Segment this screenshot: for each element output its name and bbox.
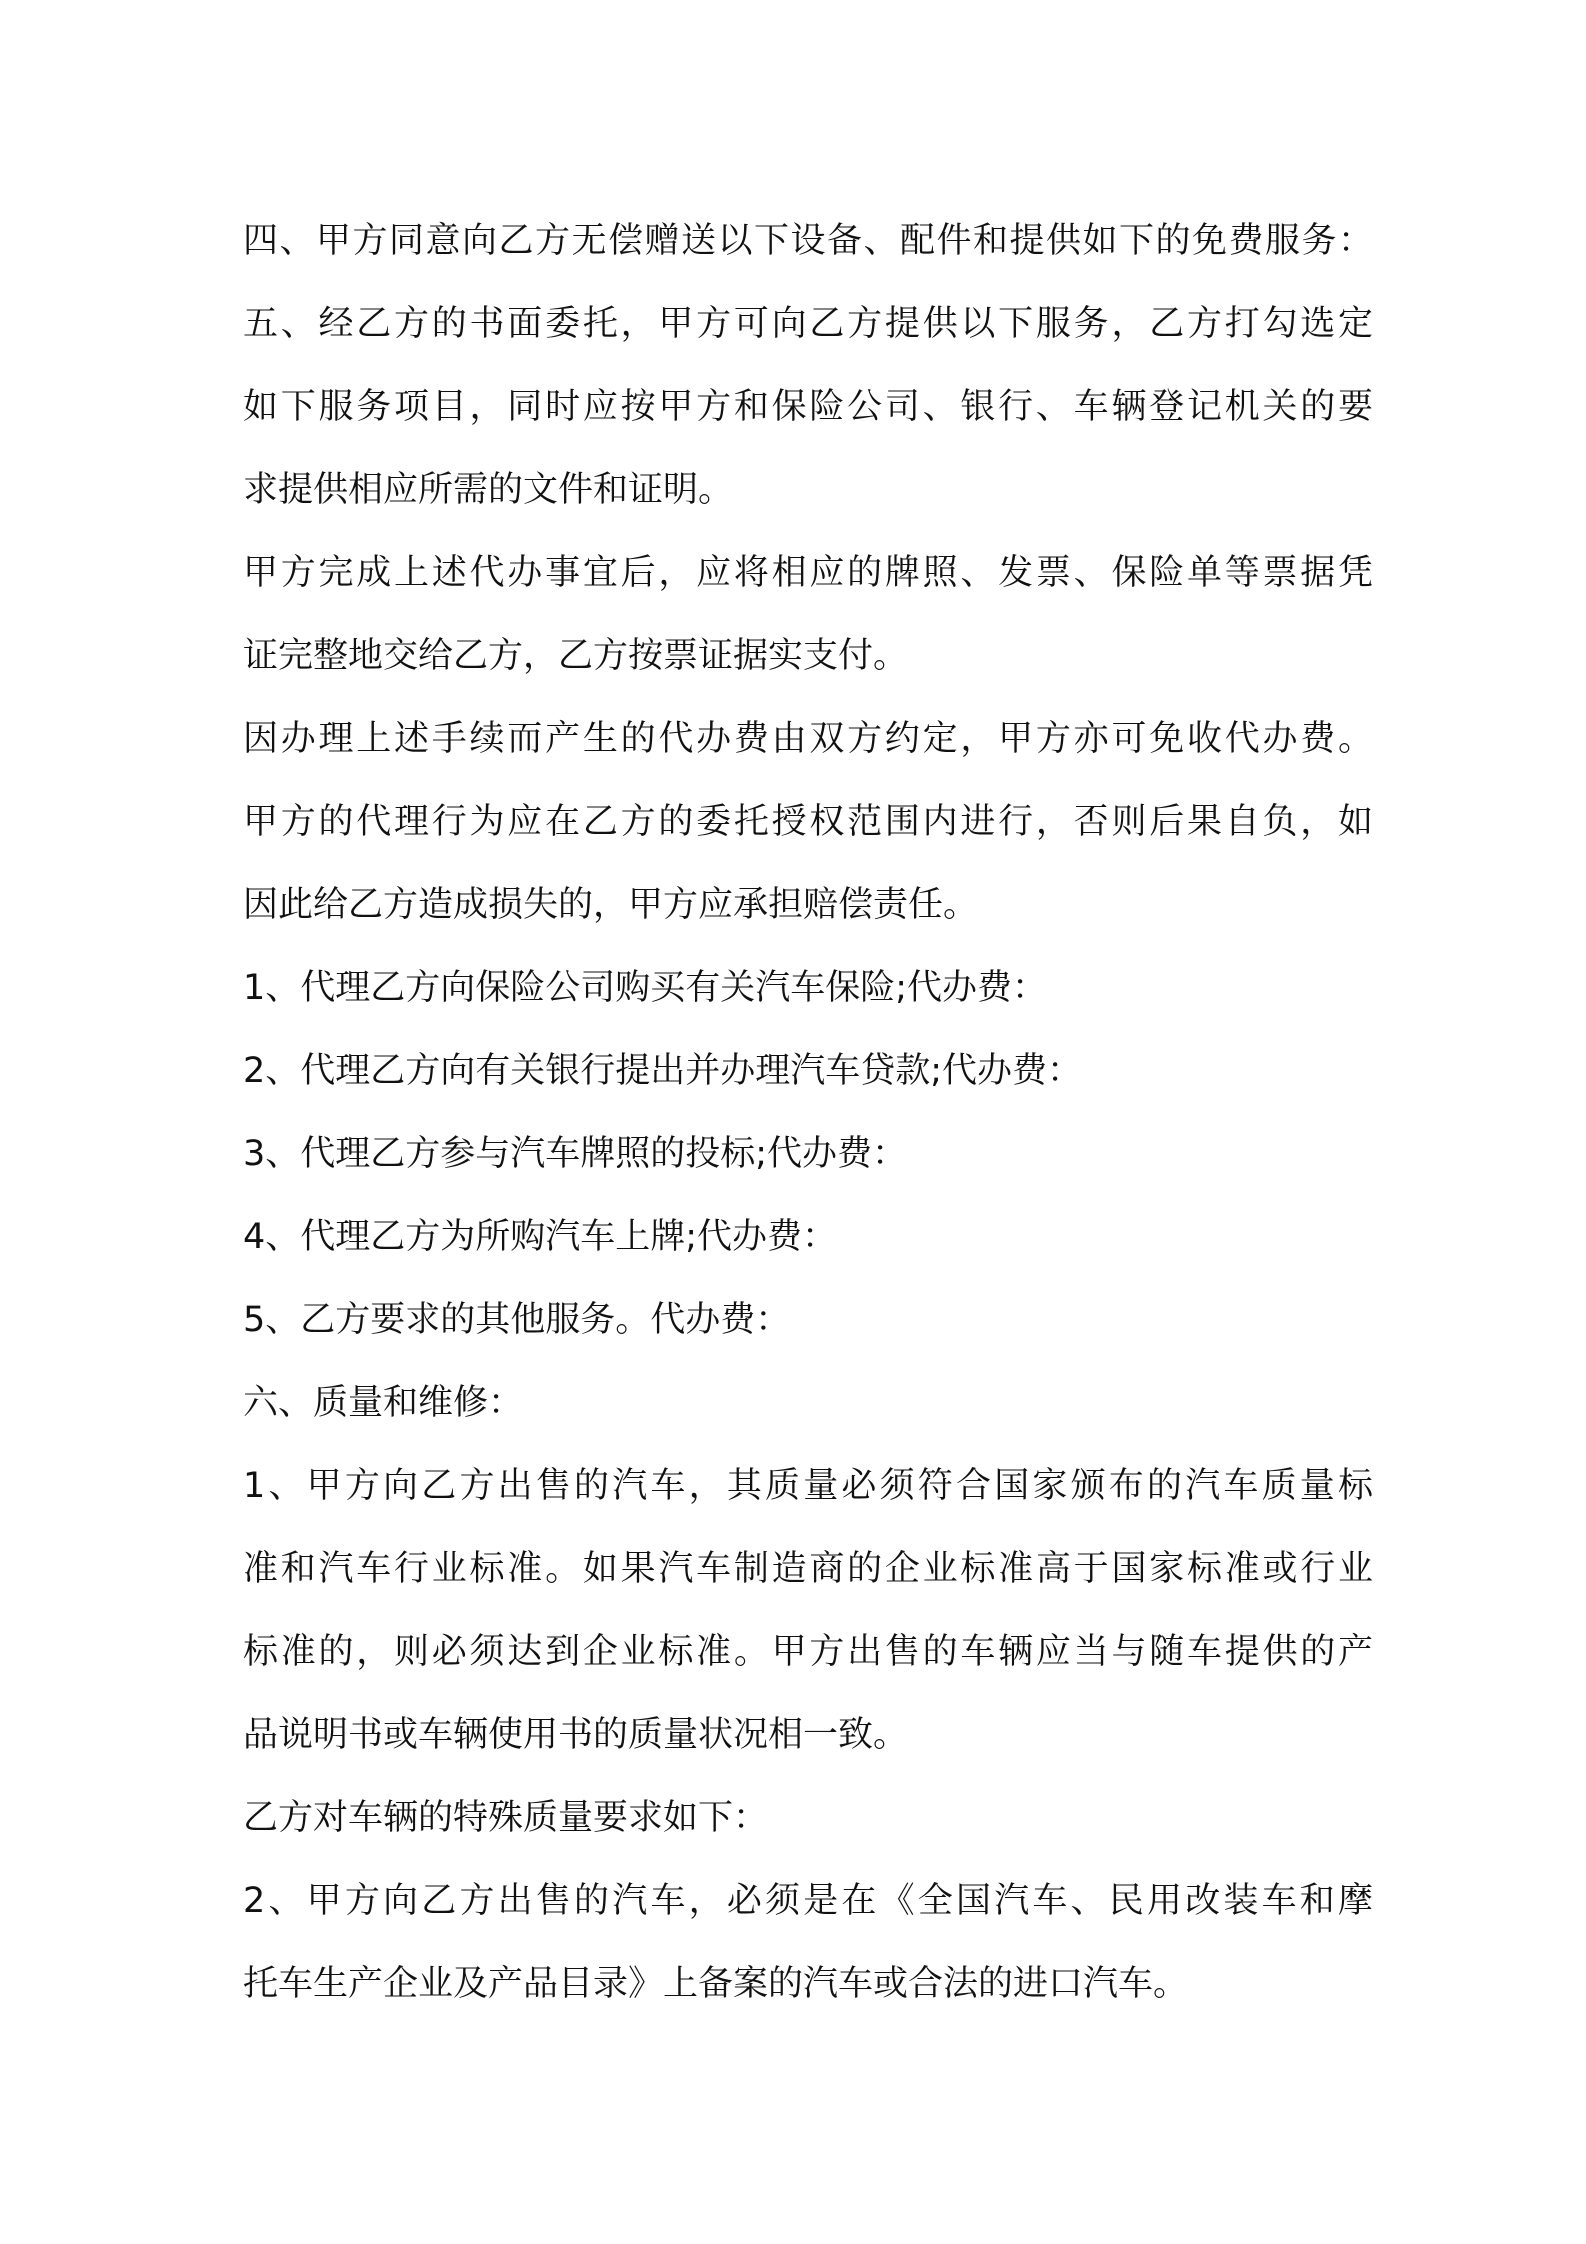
agency-fee-paragraph: 因办理上述手续而产生的代办费由双方约定，甲方亦可免收代办费。 xyxy=(243,719,1373,759)
agency-paragraph-line-2: 证完整地交给乙方，乙方按票证据实支付。 xyxy=(243,636,909,676)
clause-4-free-services: 四、甲方同意向乙方无偿赠送以下设备、配件和提供如下的免费服务： xyxy=(243,221,1373,261)
agency-paragraph-line-1: 甲方完成上述代办事宜后，应将相应的牌照、发票、保险单等票据凭 xyxy=(243,553,1373,593)
agency-liability-line-1: 甲方的代理行为应在乙方的委托授权范围内进行，否则后果自负，如 xyxy=(243,802,1373,842)
section-6-heading: 六、质量和维修： xyxy=(243,1383,524,1423)
quality-clause-1-line-4: 品说明书或车辆使用书的质量状况相一致。 xyxy=(243,1715,909,1755)
clause-5-line-1: 五、经乙方的书面委托，甲方可向乙方提供以下服务，乙方打勾选定 xyxy=(243,304,1373,344)
service-item-1: 1、代理乙方向保险公司购买有关汽车保险;代办费： xyxy=(243,968,1048,1008)
service-item-5: 5、乙方要求的其他服务。代办费： xyxy=(243,1300,791,1340)
quality-clause-1-line-1: 1、甲方向乙方出售的汽车，其质量必须符合国家颁布的汽车质量标 xyxy=(243,1466,1373,1506)
service-item-3: 3、代理乙方参与汽车牌照的投标;代办费： xyxy=(243,1134,908,1174)
service-item-2: 2、代理乙方向有关银行提出并办理汽车贷款;代办费： xyxy=(243,1051,1083,1091)
service-item-4: 4、代理乙方为所购汽车上牌;代办费： xyxy=(243,1217,838,1257)
clause-5-line-2: 如下服务项目，同时应按甲方和保险公司、银行、车辆登记机关的要 xyxy=(243,387,1373,427)
quality-clause-1-line-3: 标准的，则必须达到企业标准。甲方出售的车辆应当与随车提供的产 xyxy=(243,1632,1373,1672)
special-quality-requirements: 乙方对车辆的特殊质量要求如下： xyxy=(243,1798,769,1838)
document-body xyxy=(243,200,1373,2026)
quality-clause-2-line-2: 托车生产企业及产品目录》上备案的汽车或合法的进口汽车。 xyxy=(243,1964,1189,2004)
quality-clause-1-line-2: 准和汽车行业标准。如果汽车制造商的企业标准高于国家标准或行业 xyxy=(243,1549,1373,1589)
clause-5-line-3: 求提供相应所需的文件和证明。 xyxy=(243,470,734,510)
agency-liability-line-2: 因此给乙方造成损失的，甲方应承担赔偿责任。 xyxy=(243,885,979,925)
quality-clause-2-line-1: 2、甲方向乙方出售的汽车，必须是在《全国汽车、民用改装车和摩 xyxy=(243,1881,1373,1921)
